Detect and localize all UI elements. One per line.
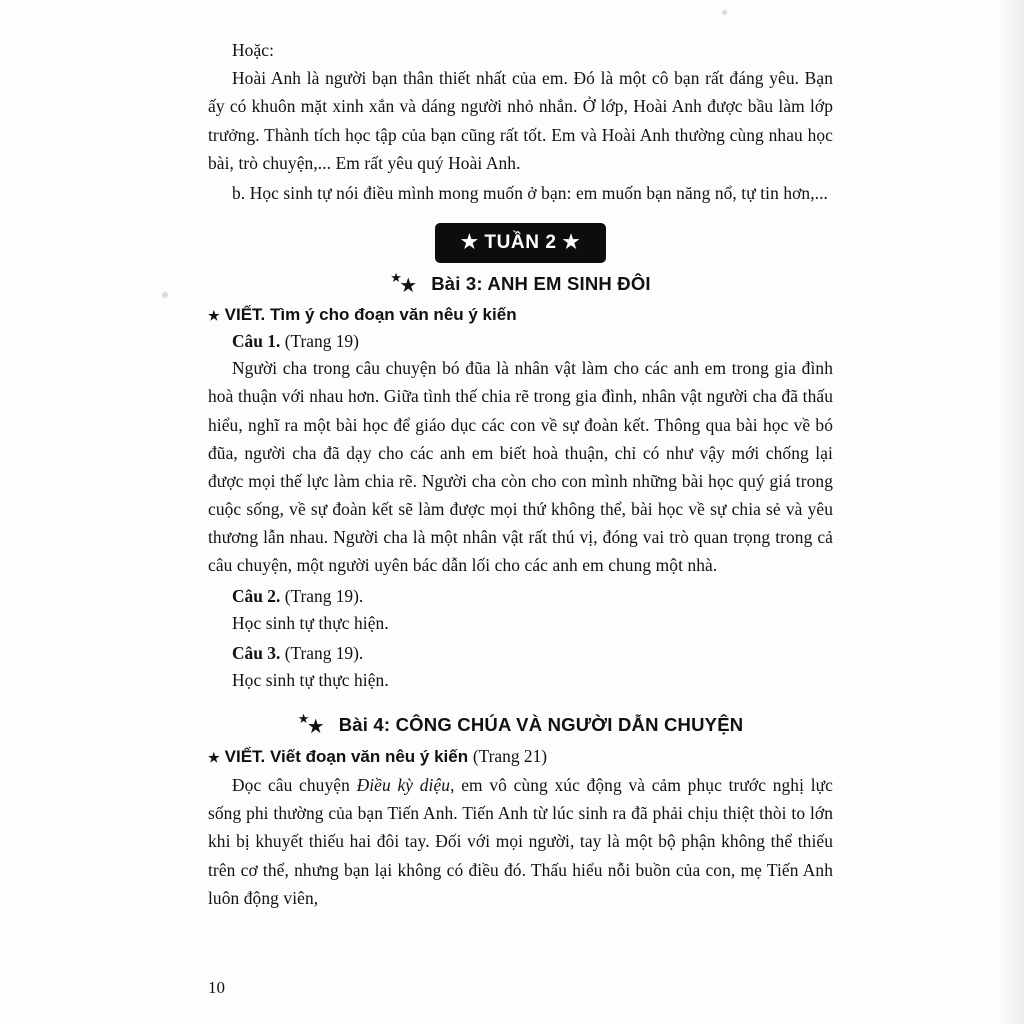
intro-paragraph: Hoài Anh là người bạn thân thiết nhất của em. Đó là một cô bạn rất đáng yêu. Bạn ấy có khuôn mặt xinh xắn và dáng người nhỏ nhắn. Ở lớp, Hoài Anh được bầu làm lớp trưởng. Thành tích học tập của bạn cũng rất tốt. Em và Hoài Anh thường cùng nhau học bài, trò chuyện,... Em rất yêu quý Hoài Anh. bbox=[208, 68, 833, 173]
double-star-icon bbox=[390, 271, 424, 297]
page-number: 10 bbox=[208, 978, 225, 997]
star-bullet-icon: ★ bbox=[208, 750, 220, 765]
question-line-2 bbox=[208, 586, 833, 607]
section-heading-2 bbox=[208, 746, 833, 767]
intro-label: Hoặc: bbox=[232, 40, 275, 60]
intro-item-b: b. Học sinh tự nói điều mình mong muốn ở bạn: em muốn bạn năng nổ, tự tin hơn,... bbox=[232, 182, 829, 203]
paragraph-part-before: Đọc câu chuyện bbox=[232, 775, 357, 795]
star-icon-small: ★ bbox=[390, 270, 402, 286]
lesson-2-paragraph bbox=[208, 771, 833, 912]
double-star-icon bbox=[298, 712, 332, 738]
star-icon-small: ★ bbox=[297, 711, 310, 726]
section-text-2: Viết đoạn văn nêu ý kiến bbox=[270, 747, 469, 766]
section-label-2: VIẾT. bbox=[224, 747, 266, 766]
paper-speck bbox=[162, 292, 168, 298]
question-line-1 bbox=[208, 331, 833, 352]
answer-text-2: Học sinh tự thực hiện. bbox=[232, 612, 389, 633]
question-number-2: Câu 2. bbox=[232, 585, 281, 606]
question-pageref-2: (Trang 19). bbox=[284, 585, 364, 606]
question-pageref-3: (Trang 19). bbox=[284, 642, 364, 663]
answer-text-3: Học sinh tự thực hiện. bbox=[232, 669, 389, 690]
star-icon-large: ★ bbox=[399, 275, 418, 298]
question-number-3: Câu 3. bbox=[232, 642, 281, 663]
question-pageref-1: (Trang 19) bbox=[284, 331, 359, 352]
section-label-1: VIẾT. bbox=[224, 305, 266, 325]
paragraph-part-after: , em vô cùng xúc động và cảm phục trước nghị lực sống phi thường của bạn Tiến Anh. Tiến Anh từ lúc sinh ra đã phải chịu thiệt thòi to lớn khi bị khuyết thiếu hai đôi tay. Đối với mọi người, tay là một bộ phận không thể thiếu trên cơ thể, nhưng bạn lại không có điều đó. Thấu hiểu nỗi buồn của con, mẹ Tiến Anh luôn động viên, bbox=[208, 775, 833, 908]
section-heading-1 bbox=[208, 305, 833, 325]
star-icon-large: ★ bbox=[306, 716, 325, 738]
section-pageref-2: (Trang 21) bbox=[472, 746, 548, 766]
section-text-1: Tìm ý cho đoạn văn nêu ý kiến bbox=[270, 305, 517, 325]
lesson-heading-1 bbox=[208, 271, 833, 297]
answer-text-1: Người cha trong câu chuyện bó đũa là nhân vật làm cho các anh em trong gia đình hoà thuận với nhau hơn. Giữa tình thế chia rẽ trong gia đình, nhân vật người cha đã thấu hiểu, nghĩ ra một bài học để giáo dục các con về sự đoàn kết. Thông qua bài học về bó đũa, người cha đã dạy cho các anh em biết hoà thuận, chỉ có như vậy mới chống lại được mọi thế lực làm chia rẽ. Người cha còn cho con mình những bài học quý giá trong cuộc sống, về sự đoàn kết sẽ làm được mọi thứ không thể, bài học về sự chia sẻ và yêu thương lẫn nhau. Người cha là một nhân vật rất thú vị, đóng vai trò quan trọng trong cả câu chuyện, một người uyên bác dẫn lối cho các anh em chung một nhà. bbox=[208, 358, 833, 576]
lesson-title-2: Bài 4: CÔNG CHÚA VÀ NGƯỜI DẪN CHUYỆN bbox=[338, 714, 744, 735]
paragraph-part-italic: Điều kỳ diệu bbox=[356, 775, 451, 795]
star-bullet-icon: ★ bbox=[208, 308, 220, 324]
lesson-title-1: Bài 3: ANH EM SINH ĐÔI bbox=[431, 273, 651, 295]
question-line-3 bbox=[208, 643, 833, 664]
page-edge-shading bbox=[998, 0, 1024, 1024]
week-banner: ★ TUẦN 2 ★ bbox=[435, 223, 606, 263]
lesson-heading-2 bbox=[208, 712, 833, 738]
week-banner-wrapper bbox=[208, 223, 833, 263]
page-content bbox=[208, 36, 833, 914]
paper-speck bbox=[722, 10, 727, 15]
question-number-1: Câu 1. bbox=[232, 331, 281, 352]
